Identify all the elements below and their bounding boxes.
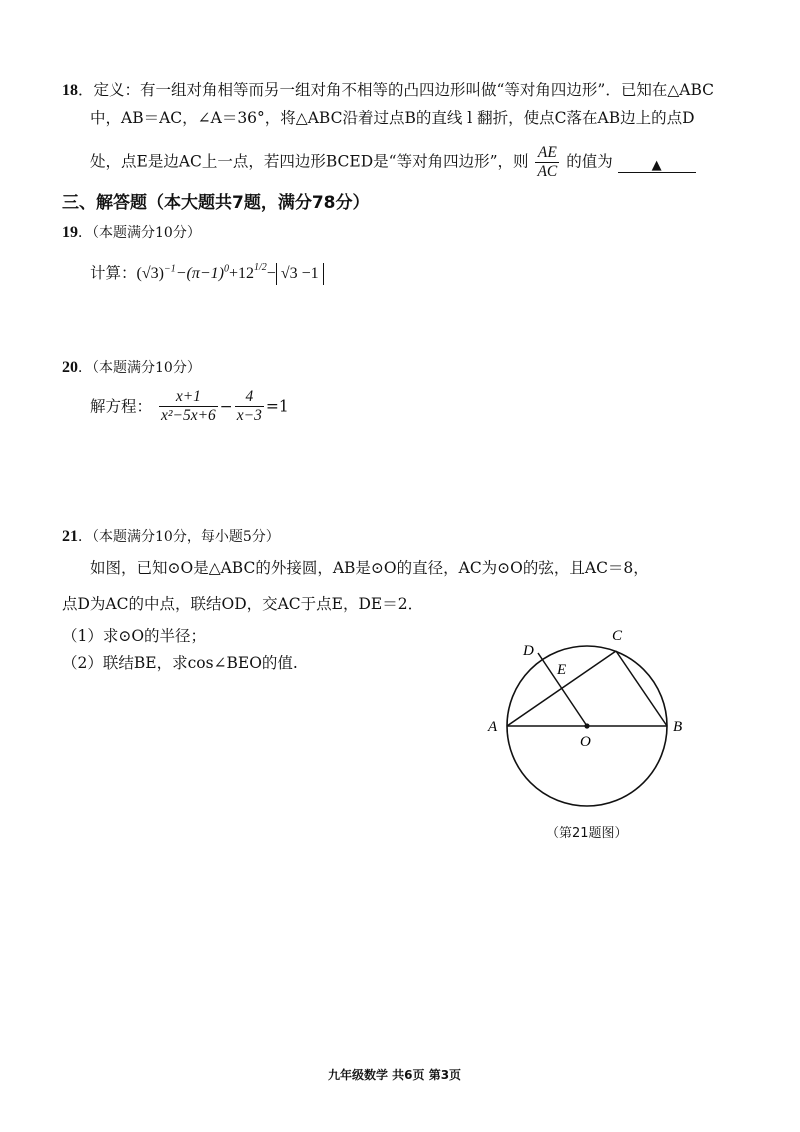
q19-expression bbox=[90, 258, 324, 285]
q19-expr-b: −(π−1) bbox=[175, 265, 224, 282]
q19-exp-b: 0 bbox=[223, 263, 229, 275]
q19-expr-a: (√3) bbox=[136, 265, 164, 282]
q21-figure-caption: （第21题图） bbox=[546, 826, 628, 841]
q18-frac-num: AE bbox=[535, 144, 559, 163]
q18-text-3b: 的值为 bbox=[566, 152, 613, 171]
q21-part1: （1）求⊙O的半径； bbox=[62, 627, 207, 645]
q20-f1-num: x+1 bbox=[159, 388, 218, 407]
q19-expr-d: − bbox=[266, 265, 276, 282]
label-a: A bbox=[488, 719, 498, 735]
q19-score: ．（本题满分10分） bbox=[78, 225, 201, 241]
q20-label: 解方程： bbox=[90, 397, 153, 416]
q21-line1: 如图，已知⊙O是△ABC的外接圆，AB是⊙O的直径，AC为⊙O的弦，且AC＝8， bbox=[90, 559, 649, 577]
q20-minus: − bbox=[219, 397, 233, 416]
q18-line1 bbox=[62, 80, 714, 101]
q20-f1-den: x²−5x+6 bbox=[160, 407, 216, 424]
q20-number: 20 bbox=[62, 359, 78, 376]
q18-line2: 中，AB＝AC，∠A＝36°，将△ABC沿着过点B的直线 l 翻折，使点C落在AB边上的点D bbox=[90, 109, 695, 127]
q19-exp-c: 1/2 bbox=[254, 262, 267, 273]
q18-answer-blank bbox=[618, 154, 696, 173]
q20-fraction-2 bbox=[235, 388, 264, 425]
q20-rhs: =1 bbox=[265, 397, 289, 416]
label-d: D bbox=[523, 643, 534, 659]
center-point-o bbox=[584, 723, 589, 728]
q18-text-3a: 处，点E是边AC上一点，若四边形BCED是“等对角四边形”，则 bbox=[90, 152, 529, 171]
section-3-header: 三、解答题（本大题共7题，满分78分） bbox=[62, 193, 370, 213]
q18-number: 18 bbox=[62, 82, 78, 99]
q21-header bbox=[62, 526, 280, 547]
q21-number: 21 bbox=[62, 528, 78, 545]
q20-f2-den: x−3 bbox=[236, 407, 262, 424]
q20-equation bbox=[90, 388, 289, 425]
label-e: E bbox=[557, 662, 567, 678]
q19-exp-a: −1 bbox=[163, 263, 176, 275]
q19-label: 计算： bbox=[90, 264, 137, 282]
q18-text-1: ．定义：有一组对角相等而另一组对角不相等的凸四边形叫做“等对角四边形”．已知在△ABC bbox=[78, 81, 715, 99]
q20-score: ．（本题满分10分） bbox=[78, 360, 201, 376]
q18-fraction bbox=[535, 144, 559, 181]
q21-line2: 点D为AC的中点，联结OD，交AC于点E，DE＝2． bbox=[62, 595, 424, 613]
q20-header bbox=[62, 357, 201, 378]
q18-triangle-mark: ▲ bbox=[651, 157, 662, 173]
q21-figure bbox=[480, 618, 700, 848]
q19-number: 19 bbox=[62, 224, 78, 241]
label-o: O bbox=[580, 734, 591, 750]
chord-cb bbox=[616, 651, 667, 726]
page-footer: 九年级数学 共6页 第3页 bbox=[328, 1068, 462, 1082]
q19-expr-c: +12 bbox=[228, 265, 254, 282]
q18-frac-den: AC bbox=[537, 163, 558, 180]
label-b: B bbox=[673, 719, 683, 735]
q20-f2-num: 4 bbox=[235, 388, 264, 407]
q19-header bbox=[62, 222, 201, 243]
q20-fraction-1 bbox=[159, 388, 218, 425]
label-c: C bbox=[612, 628, 623, 644]
q21-part2: （2）联结BE，求cos∠BEO的值. bbox=[62, 654, 298, 672]
q18-line3 bbox=[90, 144, 696, 181]
q21-score: ．（本题满分10分，每小题5分） bbox=[78, 529, 280, 545]
q19-absolute-value: √3 −1 bbox=[276, 263, 324, 285]
